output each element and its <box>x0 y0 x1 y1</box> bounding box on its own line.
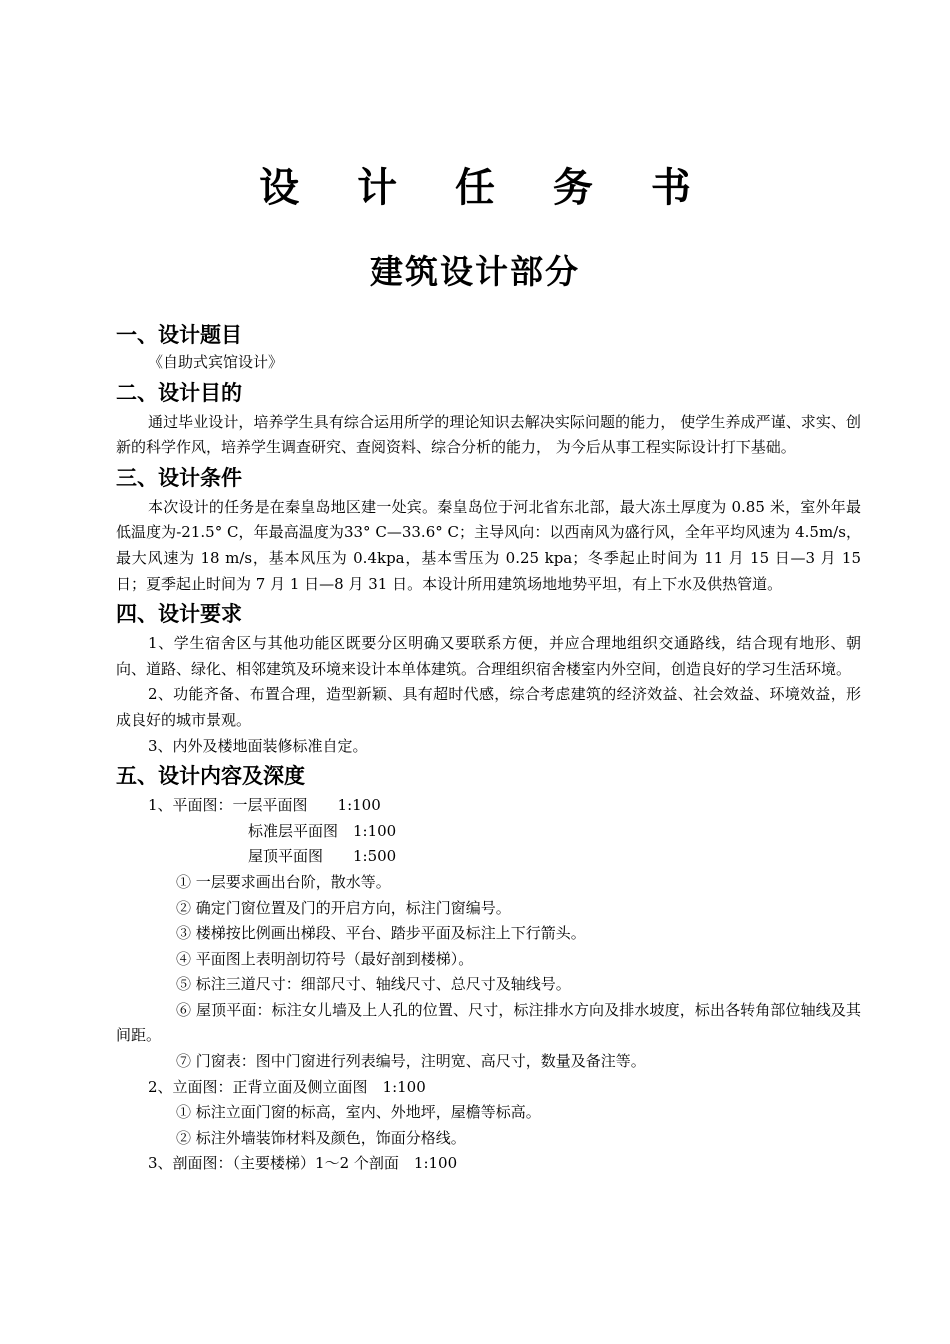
content-line: ① 一层要求画出台阶，散水等。 <box>176 872 391 891</box>
purpose-paragraph: 通过毕业设计，培养学生具有综合运用所学的理论知识去解决实际问题的能力， 使学生养成严谨、求实、创新的科学作风，培养学生调查研究、查阅资料、综合分析的能力， 为今后从事工程实际设计打下基础。 <box>116 412 861 457</box>
requirement-item: 2、功能齐备、布置合理，造型新颖、具有超时代感，综合考虑建筑的经济效益、社会效益、环境效益，形成良好的城市景观。 <box>116 685 861 729</box>
section-heading-purpose: 二、设计目的 <box>116 380 242 405</box>
content-line: ⑦ 门窗表：图中门窗进行列表编号，注明宽、高尺寸，数量及备注等。 <box>176 1052 646 1071</box>
document-title: 设 计 任 务 书 <box>259 164 713 211</box>
content-line: ④ 平面图上表明剖切符号（最好剖到楼梯）。 <box>176 949 474 968</box>
content-line: ⑤ 标注三道尺寸：细部尺寸、轴线尺寸、总尺寸及轴线号。 <box>176 975 571 994</box>
conditions-paragraph: 本次设计的任务是在秦皇岛地区建一处宾。秦皇岛位于河北省东北部，最大冻土厚度为 0.85 米，室外年最低温度为-21.5° C，年最高温度为33° C—33.6° C；主导风向：以西南风为盛行风，全年平均风速为 4.5m/s，最大风速为 18 m/s，基本风压为 0.4kpa，基本雪压为 0.25 kpa；冬季起止时间为 11 月 15 日—3 月 15 日；夏季起止时间为 7 月 1 日—8 月 31 日。本设计所用建筑场地地势平坦，有上下水及供热管道。 <box>116 497 861 593</box>
section-heading-conditions: 三、设计条件 <box>116 465 242 490</box>
section-heading-requirements: 四、设计要求 <box>116 602 242 627</box>
topic-paragraph: 《自助式宾馆设计》 <box>148 353 284 371</box>
requirement-item: 1、学生宿舍区与其他功能区既要分区明确又要联系方便，并应合理地组织交通路线，结合现有地形、朝向、道路、绿化、相邻建筑及环境来设计本单体建筑。合理组织宿舍楼室内外空间，创造良好的学习生活环境。 <box>116 634 861 678</box>
content-line: ② 确定门窗位置及门的开启方向，标注门窗编号。 <box>176 898 511 917</box>
content-line: 标准层平面图 1:100 <box>248 821 397 840</box>
section-heading-topic: 一、设计题目 <box>116 323 242 347</box>
content-line: ⑥ 屋顶平面：标注女儿墙及上人孔的位置、尺寸，标注排水方向及排水坡度，标出各转角部位轴线及其间距。 <box>116 1000 861 1045</box>
content-line: ① 标注立面门窗的标高，室内、外地坪，屋檐等标高。 <box>176 1103 541 1122</box>
requirement-item: 3、内外及楼地面装修标准自定。 <box>148 736 368 755</box>
content-line: 3、剖面图：（主要楼梯）1～2 个剖面 1:100 <box>148 1154 458 1173</box>
content-line: ② 标注外墙装饰材料及颜色，饰面分格线。 <box>176 1128 466 1147</box>
content-line: 2、立面图：正背立面及侧立面图 1:100 <box>148 1077 426 1096</box>
document-body <box>116 318 861 1177</box>
content-line: 屋顶平面图 1:500 <box>248 847 397 866</box>
section-heading-content-depth: 五、设计内容及深度 <box>116 764 305 789</box>
content-line: 1、平面图：一层平面图 1:100 <box>148 796 381 815</box>
content-line: ③ 楼梯按比例画出梯段、平台、踏步平面及标注上下行箭头。 <box>176 924 586 943</box>
document-subtitle: 建筑设计部分 <box>370 252 580 291</box>
